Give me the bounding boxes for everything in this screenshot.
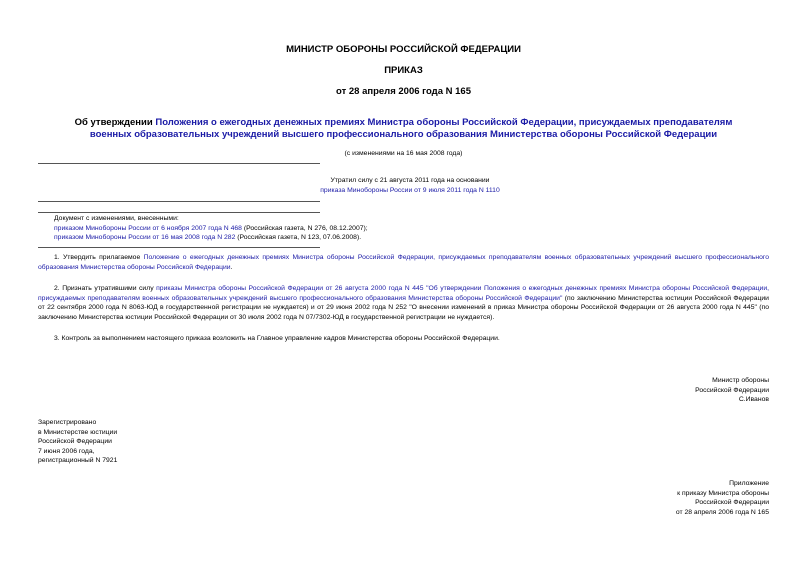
changes-intro: Документ с изменениями, внесенными: [54, 215, 179, 222]
ministry-heading: МИНИСТР ОБОРОНЫ РОССИЙСКОЙ ФЕДЕРАЦИИ [286, 44, 521, 55]
divider [38, 201, 320, 202]
signature-line: С.Иванов [738, 396, 769, 403]
change-item [54, 224, 754, 234]
divider [38, 163, 320, 164]
change-item-tail: (Российская газета, N 123, 07.06.2008). [235, 234, 362, 241]
change-item-tail: (Российская газета, N 276, 08.12.2007); [241, 224, 368, 232]
amendments-note: (с изменениями на 16 мая 2008 года) [344, 150, 463, 157]
signature-line: Российской Федерации [695, 386, 769, 394]
expired-line: Утратил силу с 21 августа 2011 года на основании [330, 177, 490, 184]
appendix-block [676, 479, 769, 517]
title-prefix: Об утверждении [74, 117, 156, 128]
appendix-line: от 28 апреля 2006 года N 165 [675, 508, 769, 516]
p1-link[interactable]: Положение о ежегодных денежных премиях Министра обороны Российской Федерации, присуждаемых преподавателям военных образовательных учреждений высшего профессионального образования Министерства обороны Российской Федерации [38, 254, 770, 271]
title-link[interactable]: Положения о ежегодных денежных премиях Министра обороны Российской Федерации, присуждаемых преподавателям военных образовательных учреждений высшего профессионального образования Министерства обороны Российской Федерации [89, 117, 733, 140]
expired-note [250, 176, 570, 195]
registration-block [38, 418, 117, 466]
registration-line: Зарегистрировано [38, 419, 97, 426]
registration-line: 7 июня 2006 года, [38, 447, 95, 455]
divider [38, 212, 320, 213]
appendix-line: Российской Федерации [695, 499, 769, 506]
p2-suffix: (по заключению Министерства юстиции Российской Федерации от 22 сентября 2000 года N 8063-ЮД в государственной регистрации не нуждается) и от 29 июня 2002 года N 252 "О внесении изменений в приказ Министра обороны Российской Федерации от 26 августа 2000 года N 445" (по заключению Министерства юстиции Российской Федерации от 30 июля 2002 года N 07/7302-ЮД в государственной регистрации не нуждается). [38, 294, 769, 321]
p2-link[interactable]: приказы Министра обороны Российской Федерации от 26 августа 2000 года N 445 "Об утверждении Положения о ежегодных денежных премиях Министра обороны Российской Федерации, присуждаемых преподавателям военных образовательных учреждений высшего профессионального образования Министерства обороны Российской Федерации" [38, 285, 770, 302]
appendix-line: к приказу Министра обороны [677, 489, 769, 497]
registration-line: регистрационный N 7921 [38, 457, 118, 464]
paragraph-2 [38, 284, 769, 322]
change-item-link[interactable]: приказом Минобороны России от 6 ноября 2007 года N 468 [54, 224, 242, 232]
appendix-line: Приложение [729, 480, 769, 487]
registration-line: Российской Федерации [38, 438, 112, 445]
p1-suffix: . [230, 263, 233, 271]
divider [38, 247, 320, 248]
paragraph-3: 3. Контроль за выполнением настоящего приказа возложить на Главное управление кадров Министерства обороны Российской Федерации. [54, 335, 500, 342]
document-title [60, 117, 747, 141]
changes-list [54, 214, 754, 243]
expired-link[interactable]: приказа Минобороны России от 9 июля 2011 года N 1110 [320, 186, 500, 194]
doc-type-heading: ПРИКАЗ [384, 65, 423, 76]
date-number-heading: от 28 апреля 2006 года N 165 [336, 86, 471, 97]
signature-block [695, 376, 769, 405]
paragraph-1 [38, 253, 769, 272]
signature-line: Министр обороны [712, 377, 769, 384]
p1-prefix: 1. Утвердить прилагаемое [54, 254, 144, 261]
p2-prefix: 2. Признать утратившими силу [54, 285, 157, 292]
registration-line: в Министерстве юстиции [38, 428, 118, 436]
change-item [54, 233, 754, 243]
change-item-link[interactable]: приказом Минобороны России от 16 мая 2008 года N 282 [54, 234, 236, 241]
